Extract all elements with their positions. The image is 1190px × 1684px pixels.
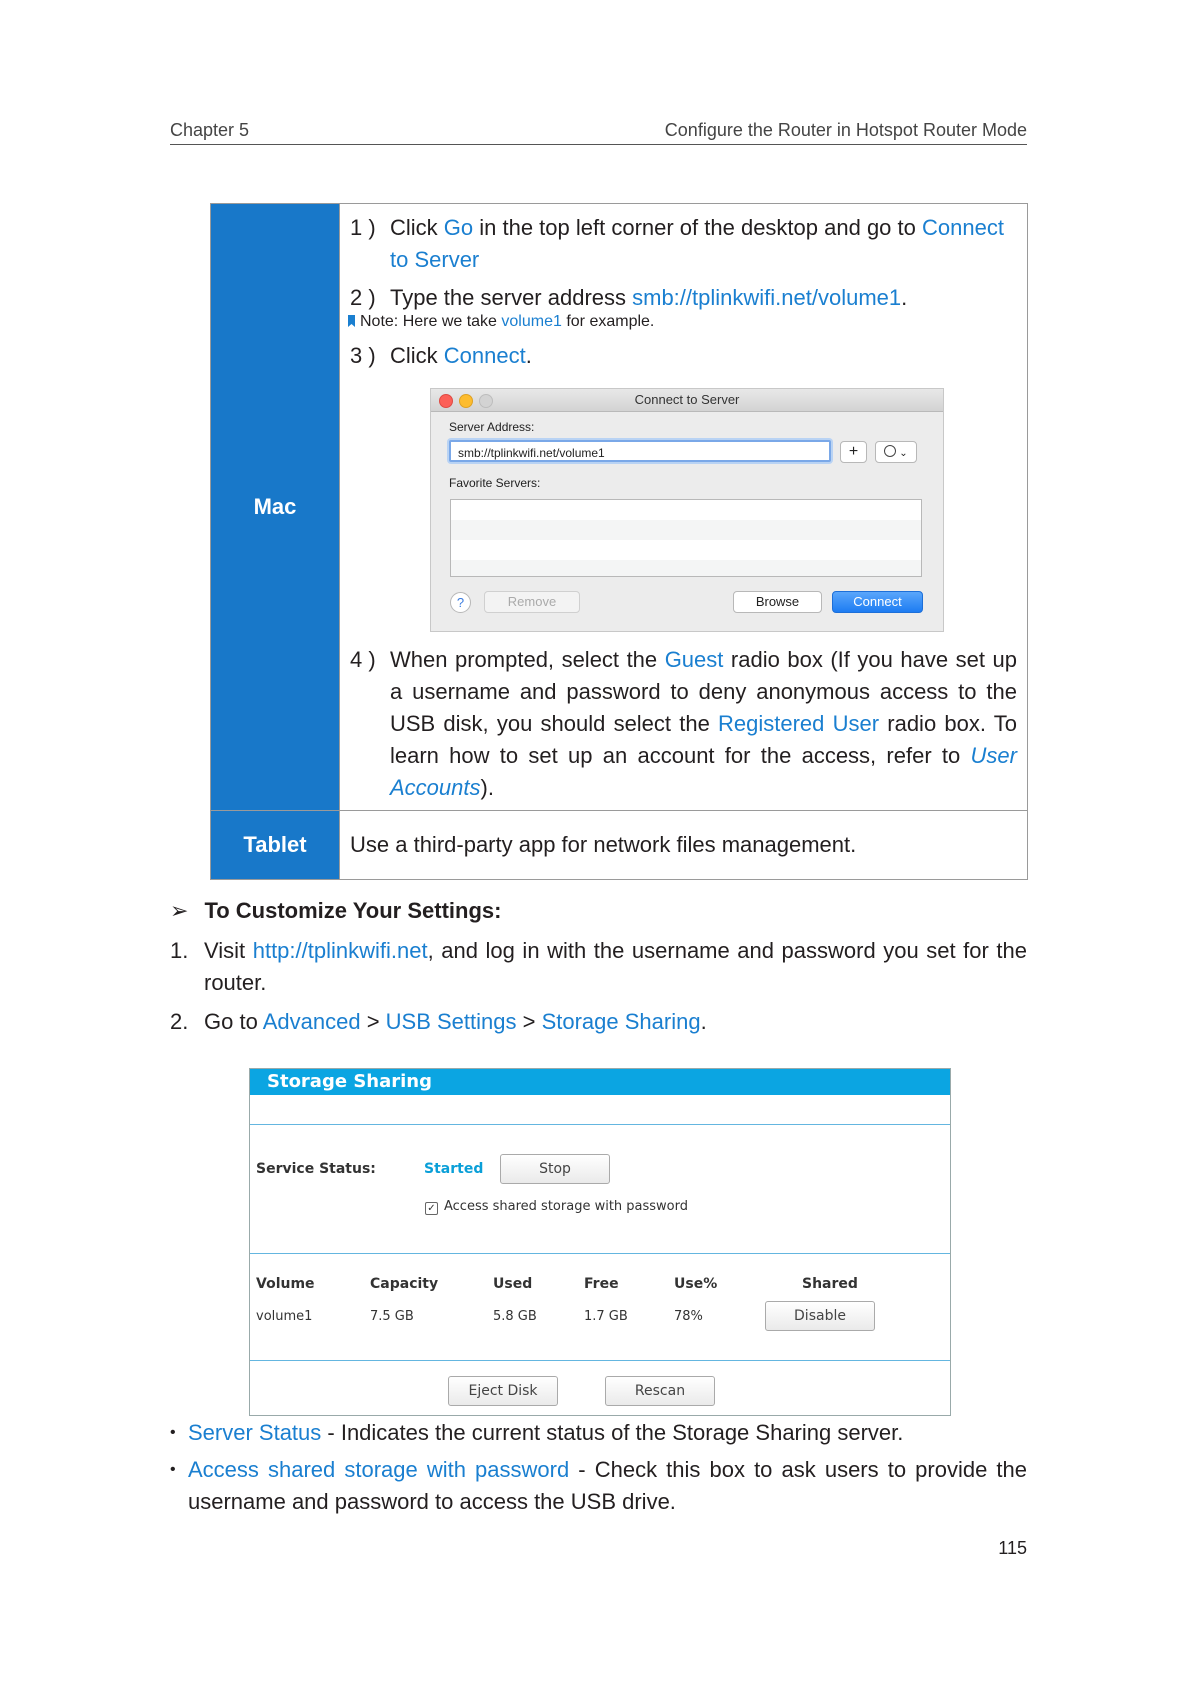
dialog-titlebar bbox=[431, 389, 943, 412]
clock-icon bbox=[884, 445, 896, 457]
list-row bbox=[451, 520, 921, 540]
step-text bbox=[204, 1006, 1027, 1038]
step-number: 2 ) bbox=[350, 285, 376, 310]
step-number: 2. bbox=[170, 1009, 189, 1034]
mac-step-2 bbox=[350, 282, 1017, 314]
disable-button[interactable]: Disable bbox=[765, 1301, 875, 1331]
connect-to-server-ref: Connect to Server bbox=[390, 215, 1004, 272]
mac-instructions bbox=[340, 204, 1028, 811]
access-password-label: Access shared storage with password bbox=[444, 1199, 689, 1214]
text: . bbox=[700, 1009, 707, 1034]
os-instructions-table bbox=[210, 203, 1028, 880]
tablet-label: Tablet bbox=[211, 811, 340, 880]
connect-button[interactable]: Connect bbox=[832, 591, 923, 613]
browse-button[interactable]: Browse bbox=[733, 591, 822, 613]
page-number: 115 bbox=[998, 1538, 1027, 1558]
customize-heading bbox=[170, 898, 501, 924]
note-text: Note: Here we take bbox=[360, 313, 502, 330]
connect-ref: Connect bbox=[443, 343, 526, 368]
chapter-title: Configure the Router in Hotspot Router Mode bbox=[664, 120, 1027, 140]
tplinkwifi-link[interactable]: http://tplinkwifi.net bbox=[252, 938, 428, 963]
step-text: radio box (If you have set up a username and password to deny anonymous access to the USB disk, you should select the bbox=[390, 647, 1017, 736]
note-text: for example. bbox=[561, 313, 655, 330]
status-value: Started bbox=[424, 1161, 484, 1177]
advanced-ref: Advanced bbox=[262, 1009, 361, 1034]
recent-servers-button[interactable] bbox=[875, 441, 917, 463]
text: Visit bbox=[204, 938, 253, 963]
step-text: Click bbox=[390, 215, 444, 240]
step-text: ). bbox=[480, 775, 494, 800]
server-address-label: Server Address: bbox=[449, 420, 535, 434]
step-number: 3 ) bbox=[350, 343, 376, 368]
page-header bbox=[170, 118, 1027, 145]
service-status-label: Service Status: bbox=[256, 1161, 376, 1177]
storage-sharing-panel bbox=[249, 1068, 951, 1416]
favorite-servers-list[interactable] bbox=[450, 499, 922, 577]
bookmark-icon bbox=[348, 315, 355, 327]
definition: - Check this box to ask users to provide the username and password to access the USB drive. bbox=[188, 1457, 1027, 1514]
registered-user-ref: Registered User bbox=[718, 711, 880, 736]
divider bbox=[250, 1360, 950, 1361]
mac-step-3 bbox=[350, 340, 1017, 372]
help-icon[interactable]: ? bbox=[450, 592, 471, 613]
bullet-dot: • bbox=[170, 1461, 176, 1478]
bullet-item-2 bbox=[170, 1454, 1027, 1518]
connect-to-server-dialog bbox=[430, 388, 944, 632]
access-password-checkbox[interactable]: ✓ bbox=[425, 1202, 438, 1215]
user-accounts-link[interactable]: User Accounts bbox=[390, 743, 1017, 800]
divider bbox=[250, 1124, 950, 1125]
term: Access shared storage with password bbox=[188, 1457, 570, 1482]
heading-text: To Customize Your Settings: bbox=[204, 898, 502, 923]
cell-use-percent: 78% bbox=[674, 1309, 703, 1324]
cell-free: 1.7 GB bbox=[584, 1309, 628, 1324]
cell-used: 5.8 GB bbox=[493, 1309, 537, 1324]
text: Go to bbox=[204, 1009, 263, 1034]
step-number: 4 ) bbox=[350, 647, 376, 672]
term: Server Status bbox=[188, 1420, 322, 1445]
tablet-instructions: Use a third-party app for network files management. bbox=[340, 811, 1028, 880]
server-address-input[interactable]: smb://tplinkwifi.net/volume1 bbox=[449, 440, 831, 462]
cell-volume: volume1 bbox=[256, 1309, 313, 1324]
eject-disk-button[interactable]: Eject Disk bbox=[448, 1376, 558, 1406]
volume-ref: volume1 bbox=[501, 313, 562, 330]
step-text: . bbox=[901, 285, 908, 310]
col-use-percent: Use% bbox=[674, 1276, 718, 1292]
favorite-servers-label: Favorite Servers: bbox=[449, 476, 541, 490]
step-text: in the top left corner of the desktop and go to bbox=[473, 215, 922, 240]
col-free: Free bbox=[584, 1276, 619, 1292]
col-capacity: Capacity bbox=[370, 1276, 439, 1292]
col-volume: Volume bbox=[256, 1276, 315, 1292]
step-text bbox=[204, 935, 1027, 999]
storage-sharing-ref: Storage Sharing bbox=[541, 1009, 701, 1034]
text: > bbox=[360, 1009, 386, 1034]
step-number: 1 ) bbox=[350, 215, 376, 240]
remove-button[interactable]: Remove bbox=[484, 591, 580, 613]
divider bbox=[250, 1253, 950, 1254]
step-text: radio box. To learn how to set up an account for the access, refer to bbox=[390, 711, 1017, 768]
text: > bbox=[516, 1009, 542, 1034]
note bbox=[348, 312, 1017, 332]
guest-ref: Guest bbox=[664, 647, 724, 672]
chevron-down-icon: ⌄ bbox=[899, 448, 908, 459]
step-text: When prompted, select the bbox=[390, 647, 665, 672]
list-row bbox=[451, 560, 921, 576]
mac-step-1 bbox=[350, 212, 1017, 276]
step-text: . bbox=[525, 343, 532, 368]
stop-button[interactable]: Stop bbox=[500, 1154, 610, 1184]
bullet-dot: • bbox=[170, 1424, 176, 1441]
step-text: Type the server address bbox=[390, 285, 633, 310]
chapter-label: Chapter 5 bbox=[170, 120, 250, 140]
dialog-title: Connect to Server bbox=[634, 392, 740, 407]
mac-step-4 bbox=[350, 644, 1017, 804]
bullet-text bbox=[188, 1417, 1027, 1449]
col-used: Used bbox=[493, 1276, 533, 1292]
mac-label: Mac bbox=[211, 204, 340, 811]
definition: - Indicates the current status of the Storage Sharing server. bbox=[321, 1420, 904, 1445]
cell-capacity: 7.5 GB bbox=[370, 1309, 414, 1324]
col-shared: Shared bbox=[802, 1276, 858, 1292]
text: , and log in with the username and password you set for the router. bbox=[204, 938, 1027, 995]
server-address-ref: smb://tplinkwifi.net/volume1 bbox=[632, 285, 902, 310]
go-menu-ref: Go bbox=[443, 215, 474, 240]
step-item-1 bbox=[170, 935, 1027, 999]
step-text: Click bbox=[390, 343, 444, 368]
panel-title: Storage Sharing bbox=[250, 1069, 950, 1095]
bullet-item-1 bbox=[170, 1417, 1027, 1449]
access-password-option[interactable] bbox=[425, 1199, 688, 1214]
step-number: 1. bbox=[170, 938, 189, 963]
step-item-2 bbox=[170, 1006, 1027, 1038]
rescan-button[interactable]: Rescan bbox=[605, 1376, 715, 1406]
add-favorite-button[interactable]: + bbox=[840, 441, 867, 463]
bullet-text bbox=[188, 1454, 1027, 1518]
arrow-bullet-icon: ➢ bbox=[170, 898, 189, 923]
usb-settings-ref: USB Settings bbox=[385, 1009, 517, 1034]
